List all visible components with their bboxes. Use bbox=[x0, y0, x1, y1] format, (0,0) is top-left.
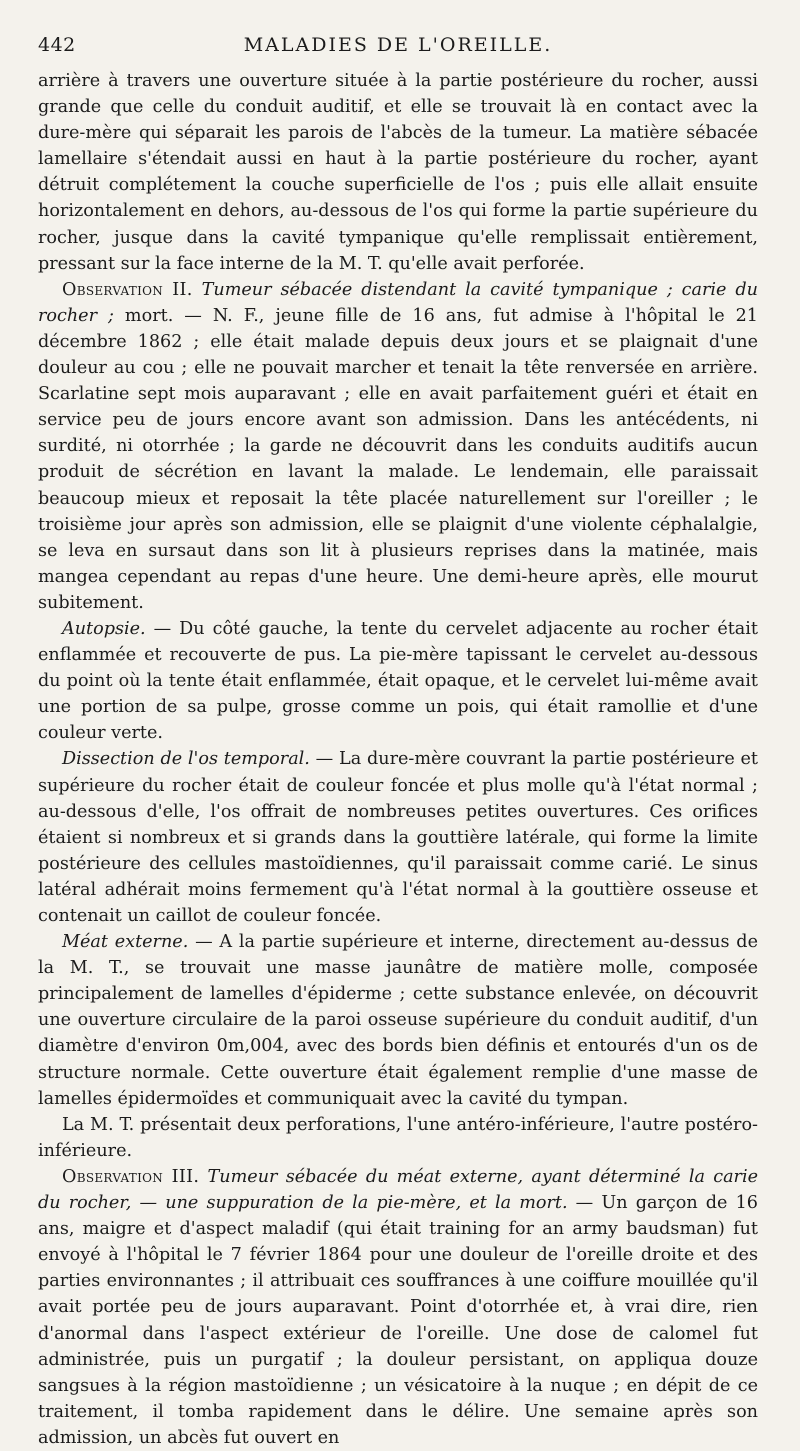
running-title: MALADIES DE L'OREILLE. bbox=[243, 34, 553, 56]
paragraph-text: — Du côté gauche, la tente du cervelet adjacente au rocher était enflammée et recouverte de pus. La pie-mère tapissant le cervelet au-dessous du point où la tente était enflammée, était opaque, et le cervelet lui-même avait une portion de sa pulpe, grosse comme un pois, qui était ramollie et d'une couleur verte. bbox=[38, 618, 758, 744]
body-text bbox=[38, 68, 758, 1451]
section-title: Autopsie. bbox=[62, 618, 146, 639]
observation-title: Tumeur sébacée distendant la cavité tympanique ; carie du rocher ; bbox=[38, 279, 759, 326]
observation-heading bbox=[38, 1164, 758, 1451]
section-autopsie bbox=[38, 616, 758, 746]
observation-heading bbox=[38, 277, 758, 616]
paragraph-text: — A la partie supérieure et interne, directement au-dessus de la M. T., se trouvait une masse jaunâtre de matière molle, composée principalement de lamelles d'épiderme ; cette substance enlevée, on découvrit une ouverture circulaire de la paroi osseuse supérieure du conduit auditif, d'un diamètre d'environ 0m,004, avec des bords bien définis et entourés d'un os de structure normale. Cette ouverture était également remplie d'une masse de lamelles épidermoïdes et communiquait avec la cavité du tympan. bbox=[38, 932, 758, 1109]
page-header bbox=[38, 28, 758, 68]
paragraph-text: — La dure-mère couvrant la partie postérieure et supérieure du rocher était de couleur foncée et plus molle qu'à l'état normal ; au-dessous d'elle, l'os offrait de nombreuses petites ouvertures. Ces orifices étaient si nombreux et si grands dans la gouttière latérale, qui forme la limite postérieure des cellules mastoïdiennes, qu'il paraissait comme carié. Le sinus latéral adhérait moins fermement qu'à l'état normal à la gouttière osseuse et contenait un caillot de couleur foncée. bbox=[38, 749, 758, 926]
section-meat-externe bbox=[38, 929, 758, 1112]
observation-label: Observation III. bbox=[62, 1166, 200, 1187]
section-title: Méat externe. bbox=[62, 932, 189, 953]
section-title: Dissection de l'os temporal. bbox=[62, 749, 310, 770]
paragraph-text: mort. — N. F., jeune fille de 16 ans, fut admise à l'hôpital le 21 décembre 1862 ; elle était malade depuis deux jours et se plaignait d'une douleur au cou ; elle ne pouvait marcher et tenait la tête renversée en arrière. Scarlatine sept mois auparavant ; elle en avait parfaitement guéri et était en service peu de jours encore avant son admission. Dans les antécédents, ni surdité, ni otorrhée ; la garde ne découvrit dans les conduits auditifs aucun produit de sécrétion en lavant la malade. Le lendemain, elle paraissait beaucoup mieux et reposait la tête placée naturellement sur l'oreiller ; le troisième jour après son admission, elle se plaignit d'une violente céphalalgie, se leva en sursaut dans son lit à plusieurs reprises dans la matinée, mais mangea cependant au repas d'une heure. Une demi-heure après, elle mourut subitement. bbox=[38, 305, 758, 613]
page-number: 442 bbox=[38, 34, 76, 56]
observation-title: Tumeur sébacée du méat externe, ayant déterminé la carie du rocher, — une suppuration de la pie-mère, et la mort. bbox=[38, 1166, 759, 1214]
paragraph bbox=[38, 68, 758, 277]
paragraph bbox=[38, 1112, 758, 1164]
section-dissection bbox=[38, 746, 758, 929]
paragraph-text: La M. T. présentait deux perforations, l'une antéro-inférieure, l'autre postéro-inférieure. bbox=[38, 1114, 758, 1161]
paragraph-text: — Un garçon de 16 ans, maigre et d'aspect maladif (qui était training for an army baudsman) fut envoyé à l'hôpital le 7 février 1864 pour une douleur de l'oreille droite et des parties environnantes ; il attribuait ces souffrances à une coiffure mouillée qu'il avait portée peu de jours auparavant. Point d'otorrhée et, à vrai dire, rien d'anormal dans l'aspect extérieur de l'oreille. Une dose de calomel fut administrée, puis un purgatif ; la douleur persistant, on appliqua douze sangsues à la région mastoïdienne ; un vésicatoire à la nuque ; en dépit de ce traitement, il tomba rapidement dans le délire. Une semaine après son admission, un abcès fut ouvert en bbox=[38, 1193, 758, 1448]
paragraph-text: arrière à travers une ouverture située à la partie postérieure du rocher, aussi grande que celle du conduit auditif, et elle se trouvait là en contact avec la dure-mère qui séparait les parois de l'abcès de la tumeur. La matière sébacée lamellaire s'étendait aussi en haut à la partie postérieure du rocher, ayant détruit complétement la couche superficielle de l'os ; puis elle allait ensuite horizontalement en dehors, au-dessous de l'os qui forme la partie supérieure du rocher, jusque dans la cavité tympanique qu'elle remplissait entièrement, pressant sur la face interne de la M. T. qu'elle avait perforée. bbox=[38, 71, 758, 274]
observation-label: Observation II. bbox=[62, 279, 193, 300]
